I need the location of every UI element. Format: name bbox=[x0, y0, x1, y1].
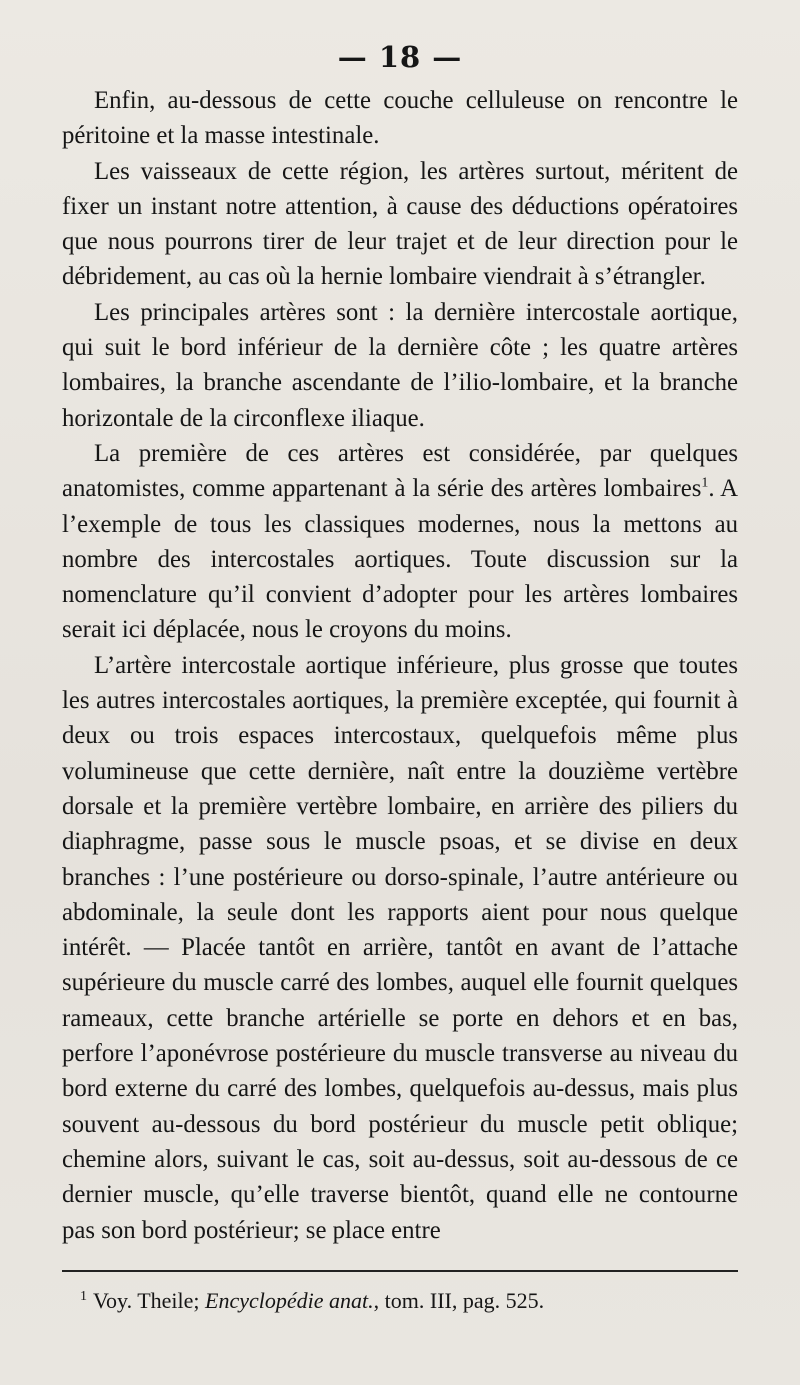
paragraph-1: Enfin, au-dessous de cette couche celluleuse on rencontre le péritoine et la masse intestinale. bbox=[62, 87, 738, 150]
footnote-text-a: Voy. Theile; bbox=[93, 1288, 206, 1313]
paragraph-4-text-a: La première de ces artères est considérée, par quelques anatomistes, comme appartenant à la série des artères lombaires bbox=[62, 439, 738, 503]
footnote-divider bbox=[62, 1270, 738, 1272]
paragraph-4 bbox=[62, 436, 738, 648]
footnote-work-title: Encyclopédie anat. bbox=[205, 1288, 374, 1313]
paragraph-3: Les principales artères sont : la dernière intercostale aortique, qui suit le bord inférieur de la dernière côte ; les quatre artères lombaires, la branche ascendante de l’ilio-lombaire, et la branche horizontale de la circonflexe iliaque. bbox=[62, 298, 738, 432]
paragraph-4-text-b: . A l’exemple de tous les classiques modernes, nous la mettons au nombre des intercostales aortiques. Toute discussion sur la nomenclature qu’il convient d’adopter pour les artères lombaires serait ici déplacée, nous le croyons du moins. bbox=[62, 475, 738, 644]
footnote bbox=[80, 1286, 730, 1316]
paragraph-2: Les vaisseaux de cette région, les artères surtout, méritent de fixer un instant notre attention, à cause des déductions opératoires que nous pourrons tirer de leur trajet et de leur direction pour le débridement, au cas où la hernie lombaire viendrait à s’étrangler. bbox=[62, 157, 738, 291]
paragraph-5: L’artère intercostale aortique inférieure, plus grosse que toutes les autres intercostales aortiques, la première exceptée, qui fournit à deux ou trois espaces intercostaux, quelquefois même plus volumineuse que cette dernière, naît entre la douzième vertèbre dorsale et la première vertèbre lombaire, en arrière des piliers du diaphragme, passe sous le muscle psoas, et se divise en deux branches : l’une postérieure ou dorso-spinale, l’autre antérieure ou abdominale, la seule dont les rapports aient pour nous quelque intérêt. — Placée tantôt en arrière, tantôt en avant de l’attache supérieure du muscle carré des lombes, auquel elle fournit quelques rameaux, cette branche artérielle se porte en dehors et en bas, perfore l’aponévrose postérieure du muscle transverse au niveau du bord externe du carré des lombes, quelquefois au-dessus, mais plus souvent au-dessous du bord postérieur du muscle petit oblique; chemine alors, suivant le cas, soit au-dessus, soit au-dessous de ce dernier muscle, qu’elle traverse bientôt, quand elle ne contourne pas son bord postérieur; se place entre bbox=[62, 651, 738, 1244]
footnote-marker: 1 bbox=[80, 1288, 87, 1304]
footnote-text-b: , tom. III, pag. 525. bbox=[373, 1288, 545, 1313]
page-number: — 18 — bbox=[337, 40, 463, 74]
footnote-reference[interactable]: 1 bbox=[701, 476, 709, 491]
body-text bbox=[62, 83, 738, 1248]
